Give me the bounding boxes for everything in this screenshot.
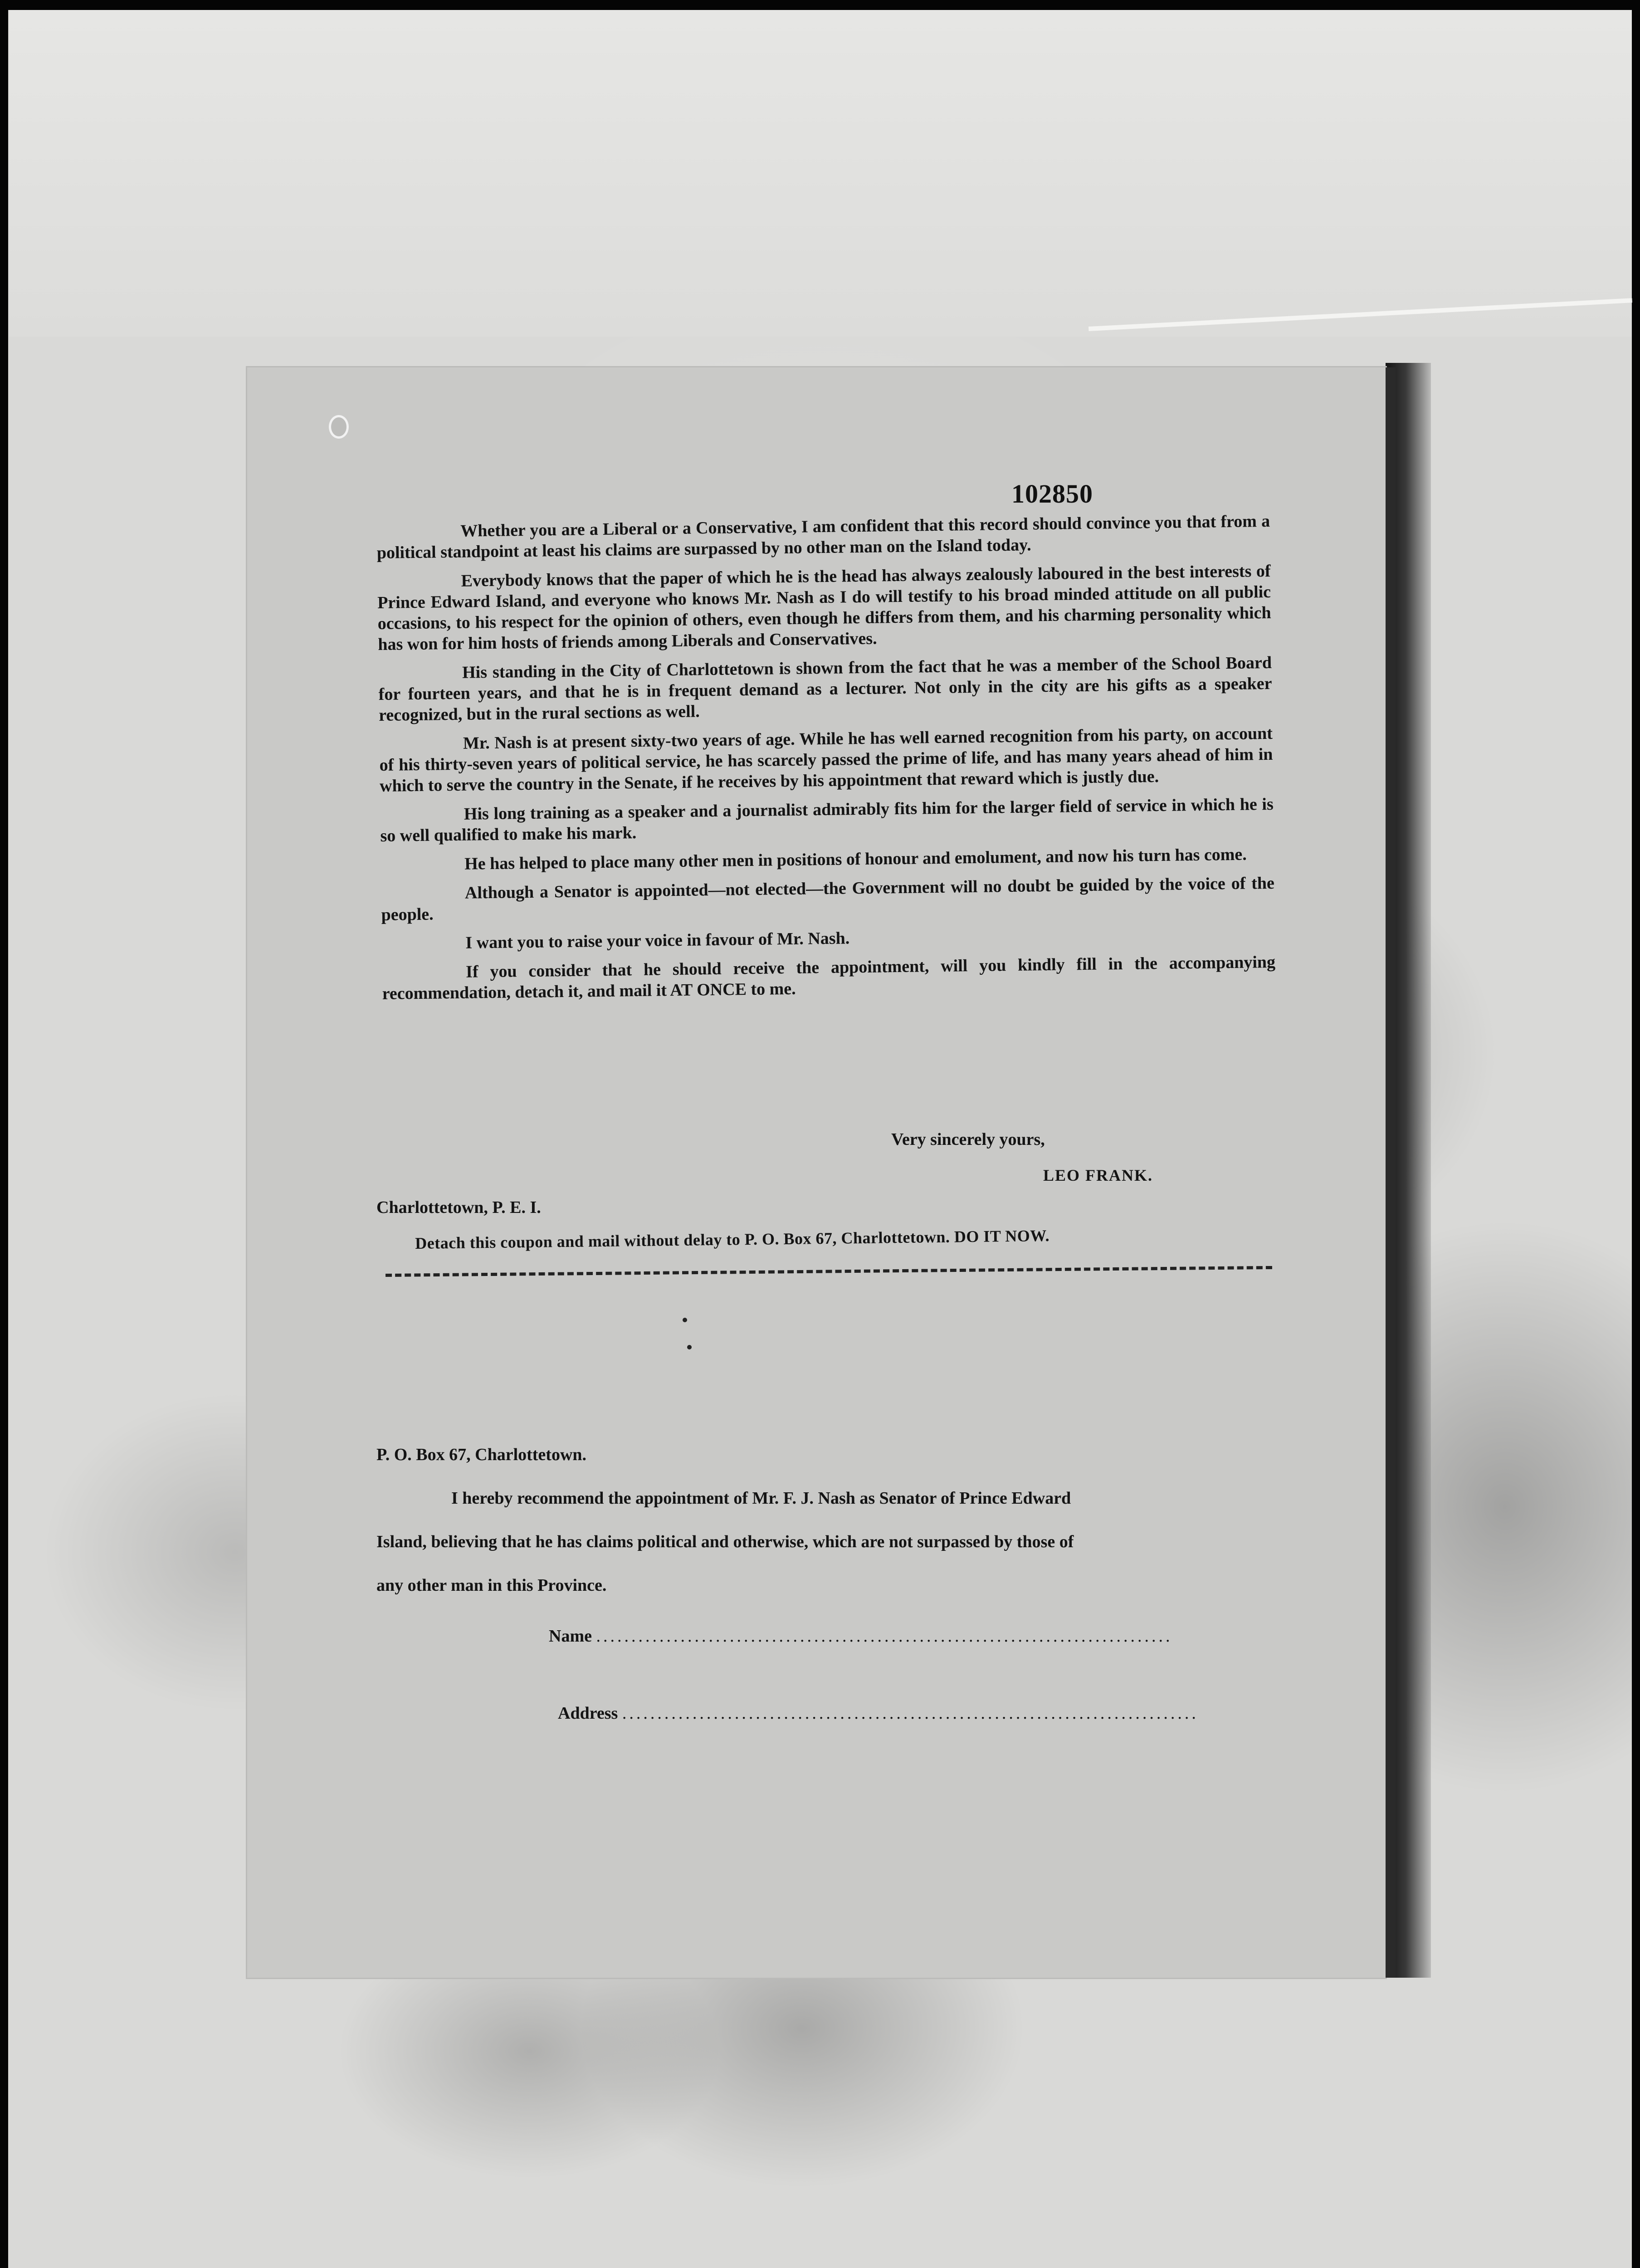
recommendation-line: Island, believing that he has claims political and otherwise, which are not surpassed by those of	[376, 1532, 1074, 1551]
detach-instruction: Detach this coupon and mail without delay to P. O. Box 67, Charlottetown. DO IT NOW.	[415, 1226, 1050, 1252]
letter-body	[376, 511, 1276, 1012]
letter-paragraph: I want you to raise your voice in favour of Mr. Nash.	[465, 929, 850, 953]
punch-hole-icon	[329, 415, 349, 439]
name-field	[549, 1626, 1265, 1646]
letter-paragraph: Mr. Nash is at present sixty-two years of age. While he has well earned recognition from his party, on account of his thirty-seven years of political service, he has scarcely passed the prime of life, and has many years ahead of him in which to serve the country in the Senate, if he receives by his appointment that reward which is justly due.	[379, 723, 1273, 796]
address-field	[558, 1703, 1270, 1723]
recommendation-line: any other man in this Province.	[376, 1576, 607, 1595]
address-fill-line: ..................................................................................	[622, 1704, 1199, 1723]
letter-paragraph: If you consider that he should receive the appointment, will you kindly fill in the accompanying recommendation, detach it, and mail it AT ONCE to me.	[382, 952, 1276, 1003]
letter-paragraph: Everybody knows that the paper of which he is the head has always zealously laboured in the best interests of Prince Edward Island, and everyone who knows Mr. Nash as I do will testify to his broad minded attitude on all public occasions, to his respect for the opinion of others, even though he differs from them, and his charming personality which has won for him hosts of friends among Liberals and Conservatives.	[377, 561, 1271, 654]
letter-closing: Very sincerely yours,	[891, 1130, 1045, 1149]
letter-city: Charlottetown, P. E. I.	[376, 1198, 541, 1217]
background-sheet	[9, 10, 1632, 337]
name-fill-line: ..................................................................................	[596, 1627, 1173, 1646]
letter-signature: LEO FRANK.	[1043, 1166, 1153, 1184]
document-number: 102850	[1011, 479, 1093, 508]
stray-mark	[687, 1345, 692, 1349]
address-label: Address	[558, 1704, 618, 1723]
name-label: Name	[549, 1627, 592, 1646]
letter-paragraph: Whether you are a Liberal or a Conservative, I am confident that this record should convince you that from a political standpoint at least his claims are surpassed by no other man on the Island today.	[376, 511, 1270, 562]
letter-paragraph: He has helped to place many other men in positions of honour and emolument, and now his turn has come.	[464, 845, 1247, 874]
recommendation-line: I hereby recommend the appointment of Mr. F. J. Nash as Senator of Prince Edward	[451, 1489, 1071, 1508]
coupon-recommendation	[376, 1476, 1279, 1607]
stray-mark	[683, 1318, 687, 1322]
page-edge-shadow	[1386, 363, 1431, 1978]
letter-paragraph: His long training as a speaker and a journalist admirably fits him for the larger field of service in which he is so well qualified to make his mark.	[380, 794, 1274, 846]
letter-paragraph: Although a Senator is appointed—not elected—the Government will no doubt be guided by the voice of the people.	[381, 873, 1275, 924]
letter-paragraph: His standing in the City of Charlottetown is shown from the fact that he was a member of the School Board for fourteen years, and that he is in frequent demand as a lecturer. Not only in the city are his gifts as a speaker recognized, but in the rural sections as well.	[378, 653, 1272, 725]
coupon-address: P. O. Box 67, Charlottetown.	[376, 1445, 587, 1464]
